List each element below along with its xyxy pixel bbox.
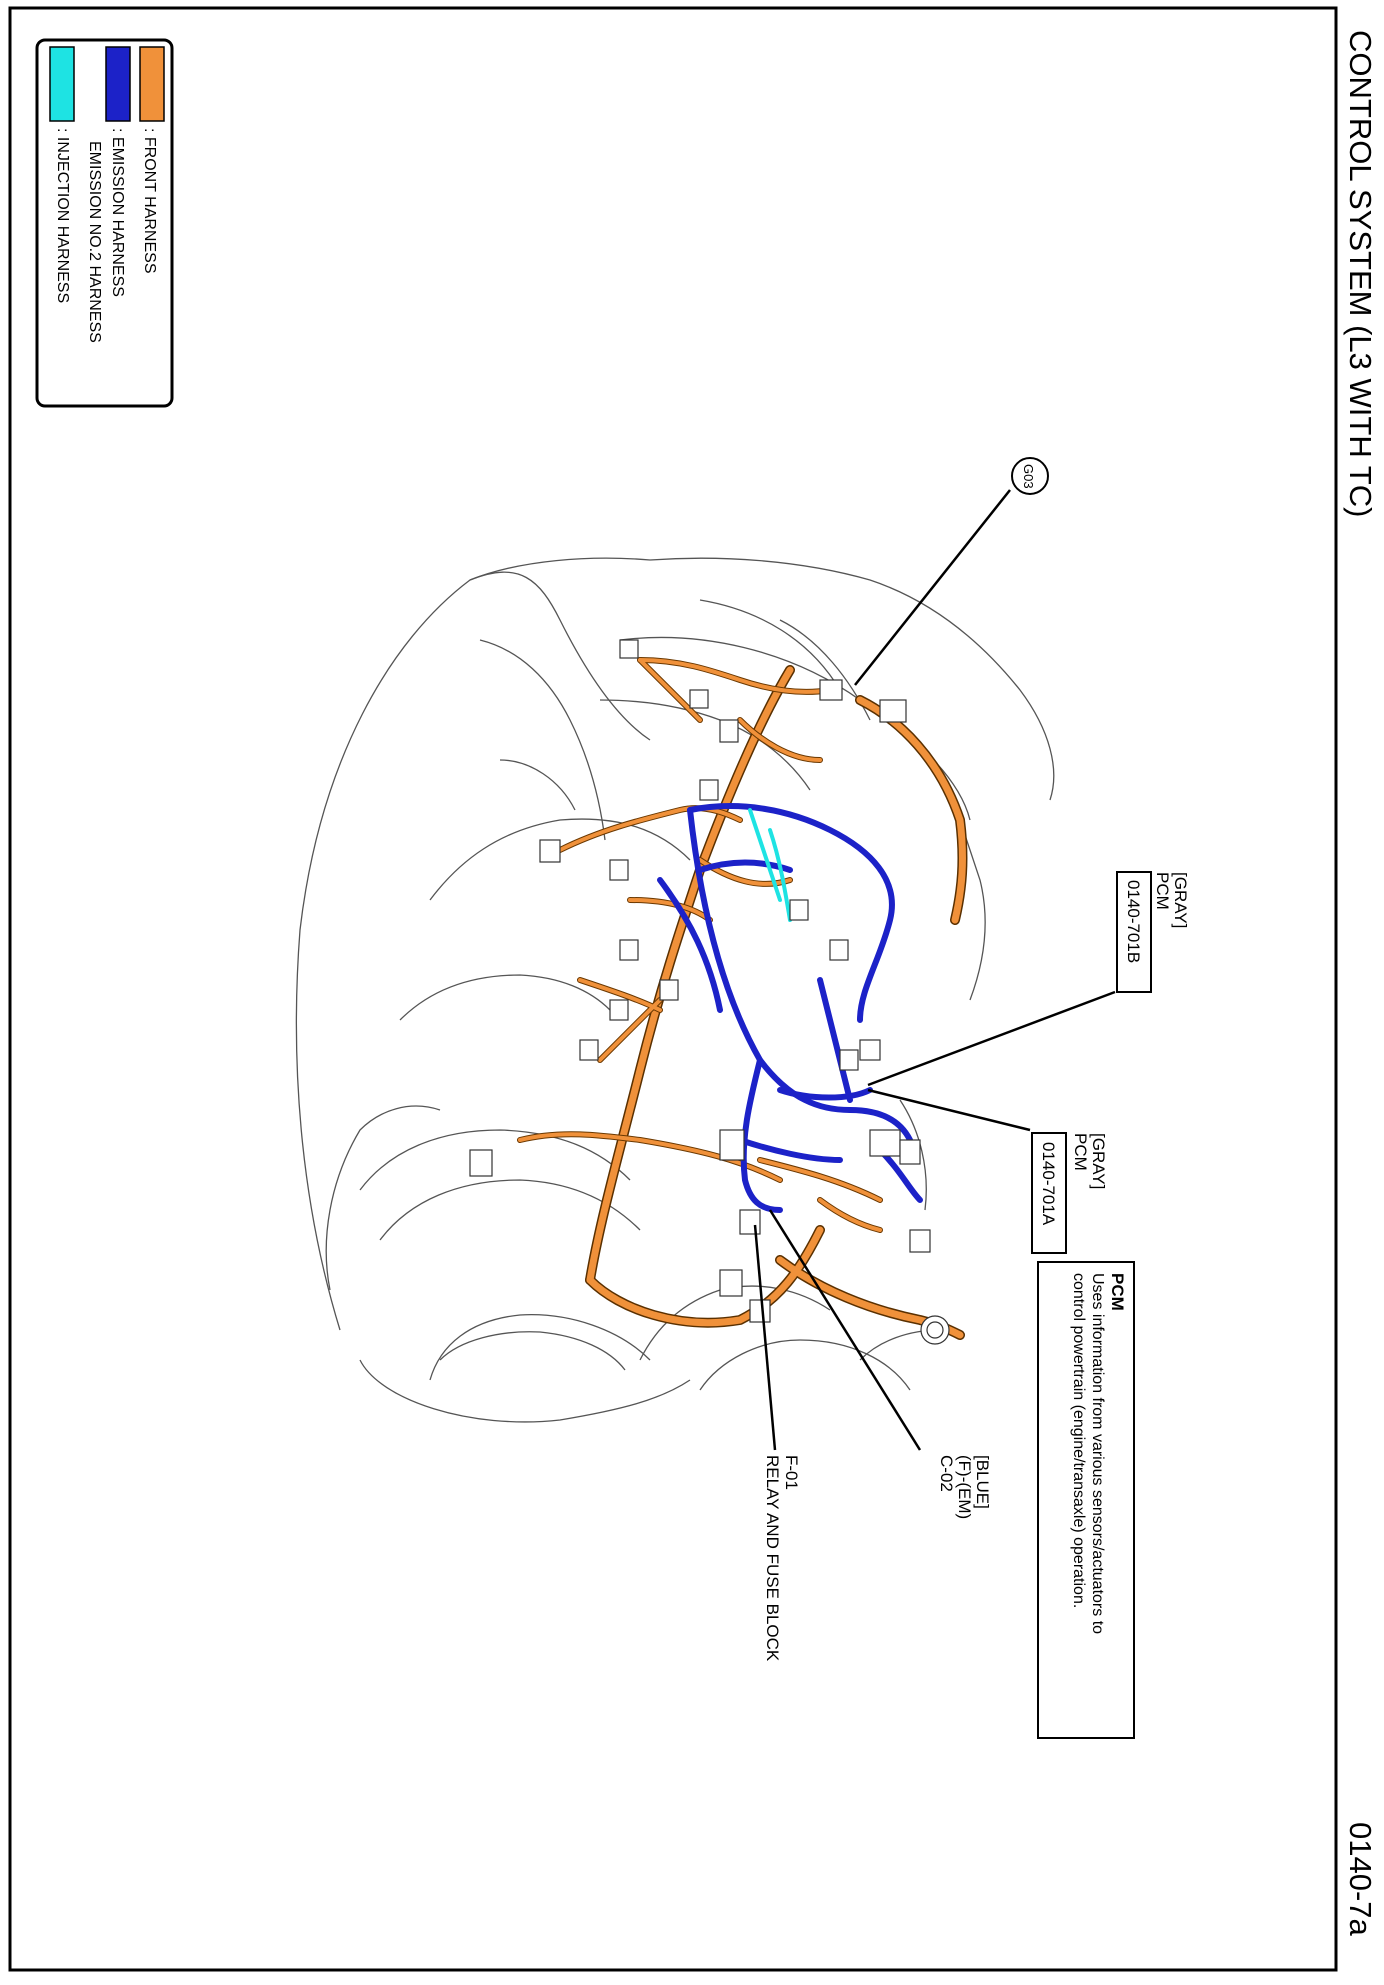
ground-label: G03 xyxy=(1021,464,1036,489)
f01-code: F-01 xyxy=(782,1455,801,1490)
pcm-info-box xyxy=(1038,1262,1134,1738)
page-number: 0140-7a xyxy=(1343,1822,1378,1936)
pcm-b-color: [GRAY] xyxy=(1171,872,1190,929)
callout-pcm-701a xyxy=(1032,1133,1108,1253)
f01-name: RELAY AND FUSE BLOCK xyxy=(763,1455,782,1662)
pcm-a-code: 0140-701A xyxy=(1039,1142,1058,1226)
info-box-line1: Uses information from various sensors/actuators to xyxy=(1089,1273,1106,1635)
ground-callout-g03 xyxy=(1012,458,1048,494)
legend-swatch-injection xyxy=(50,47,74,121)
pcm-a-name: PCM xyxy=(1071,1133,1090,1171)
connectors xyxy=(470,640,949,1344)
pcm-b-name: PCM xyxy=(1153,872,1172,910)
legend-label-front: : FRONT HARNESS xyxy=(141,128,158,274)
c02-code: C-02 xyxy=(937,1455,956,1492)
page-title: CONTROL SYSTEM (L3 WITH TC) xyxy=(1343,30,1378,518)
legend-swatch-emission xyxy=(106,47,130,121)
callout-c02 xyxy=(937,1455,992,1519)
legend-label-injection: : INJECTION HARNESS xyxy=(54,128,71,304)
callout-f01 xyxy=(763,1455,801,1662)
pcm-a-color: [GRAY] xyxy=(1089,1133,1108,1190)
c02-color: [BLUE] xyxy=(973,1455,992,1509)
c02-name: (F)-(EM) xyxy=(955,1455,974,1520)
info-box-title: PCM xyxy=(1108,1273,1127,1311)
info-box-line2: control powertrain (engine/transaxle) operation. xyxy=(1070,1273,1087,1609)
legend-label-emission-no2: EMISSION NO.2 HARNESS xyxy=(86,141,103,343)
legend-swatch-front xyxy=(140,47,164,121)
legend xyxy=(37,40,172,406)
pcm-b-code: 0140-701B xyxy=(1124,880,1143,964)
legend-label-emission: : EMISSION HARNESS xyxy=(109,128,126,297)
callout-pcm-701b xyxy=(1117,872,1190,992)
